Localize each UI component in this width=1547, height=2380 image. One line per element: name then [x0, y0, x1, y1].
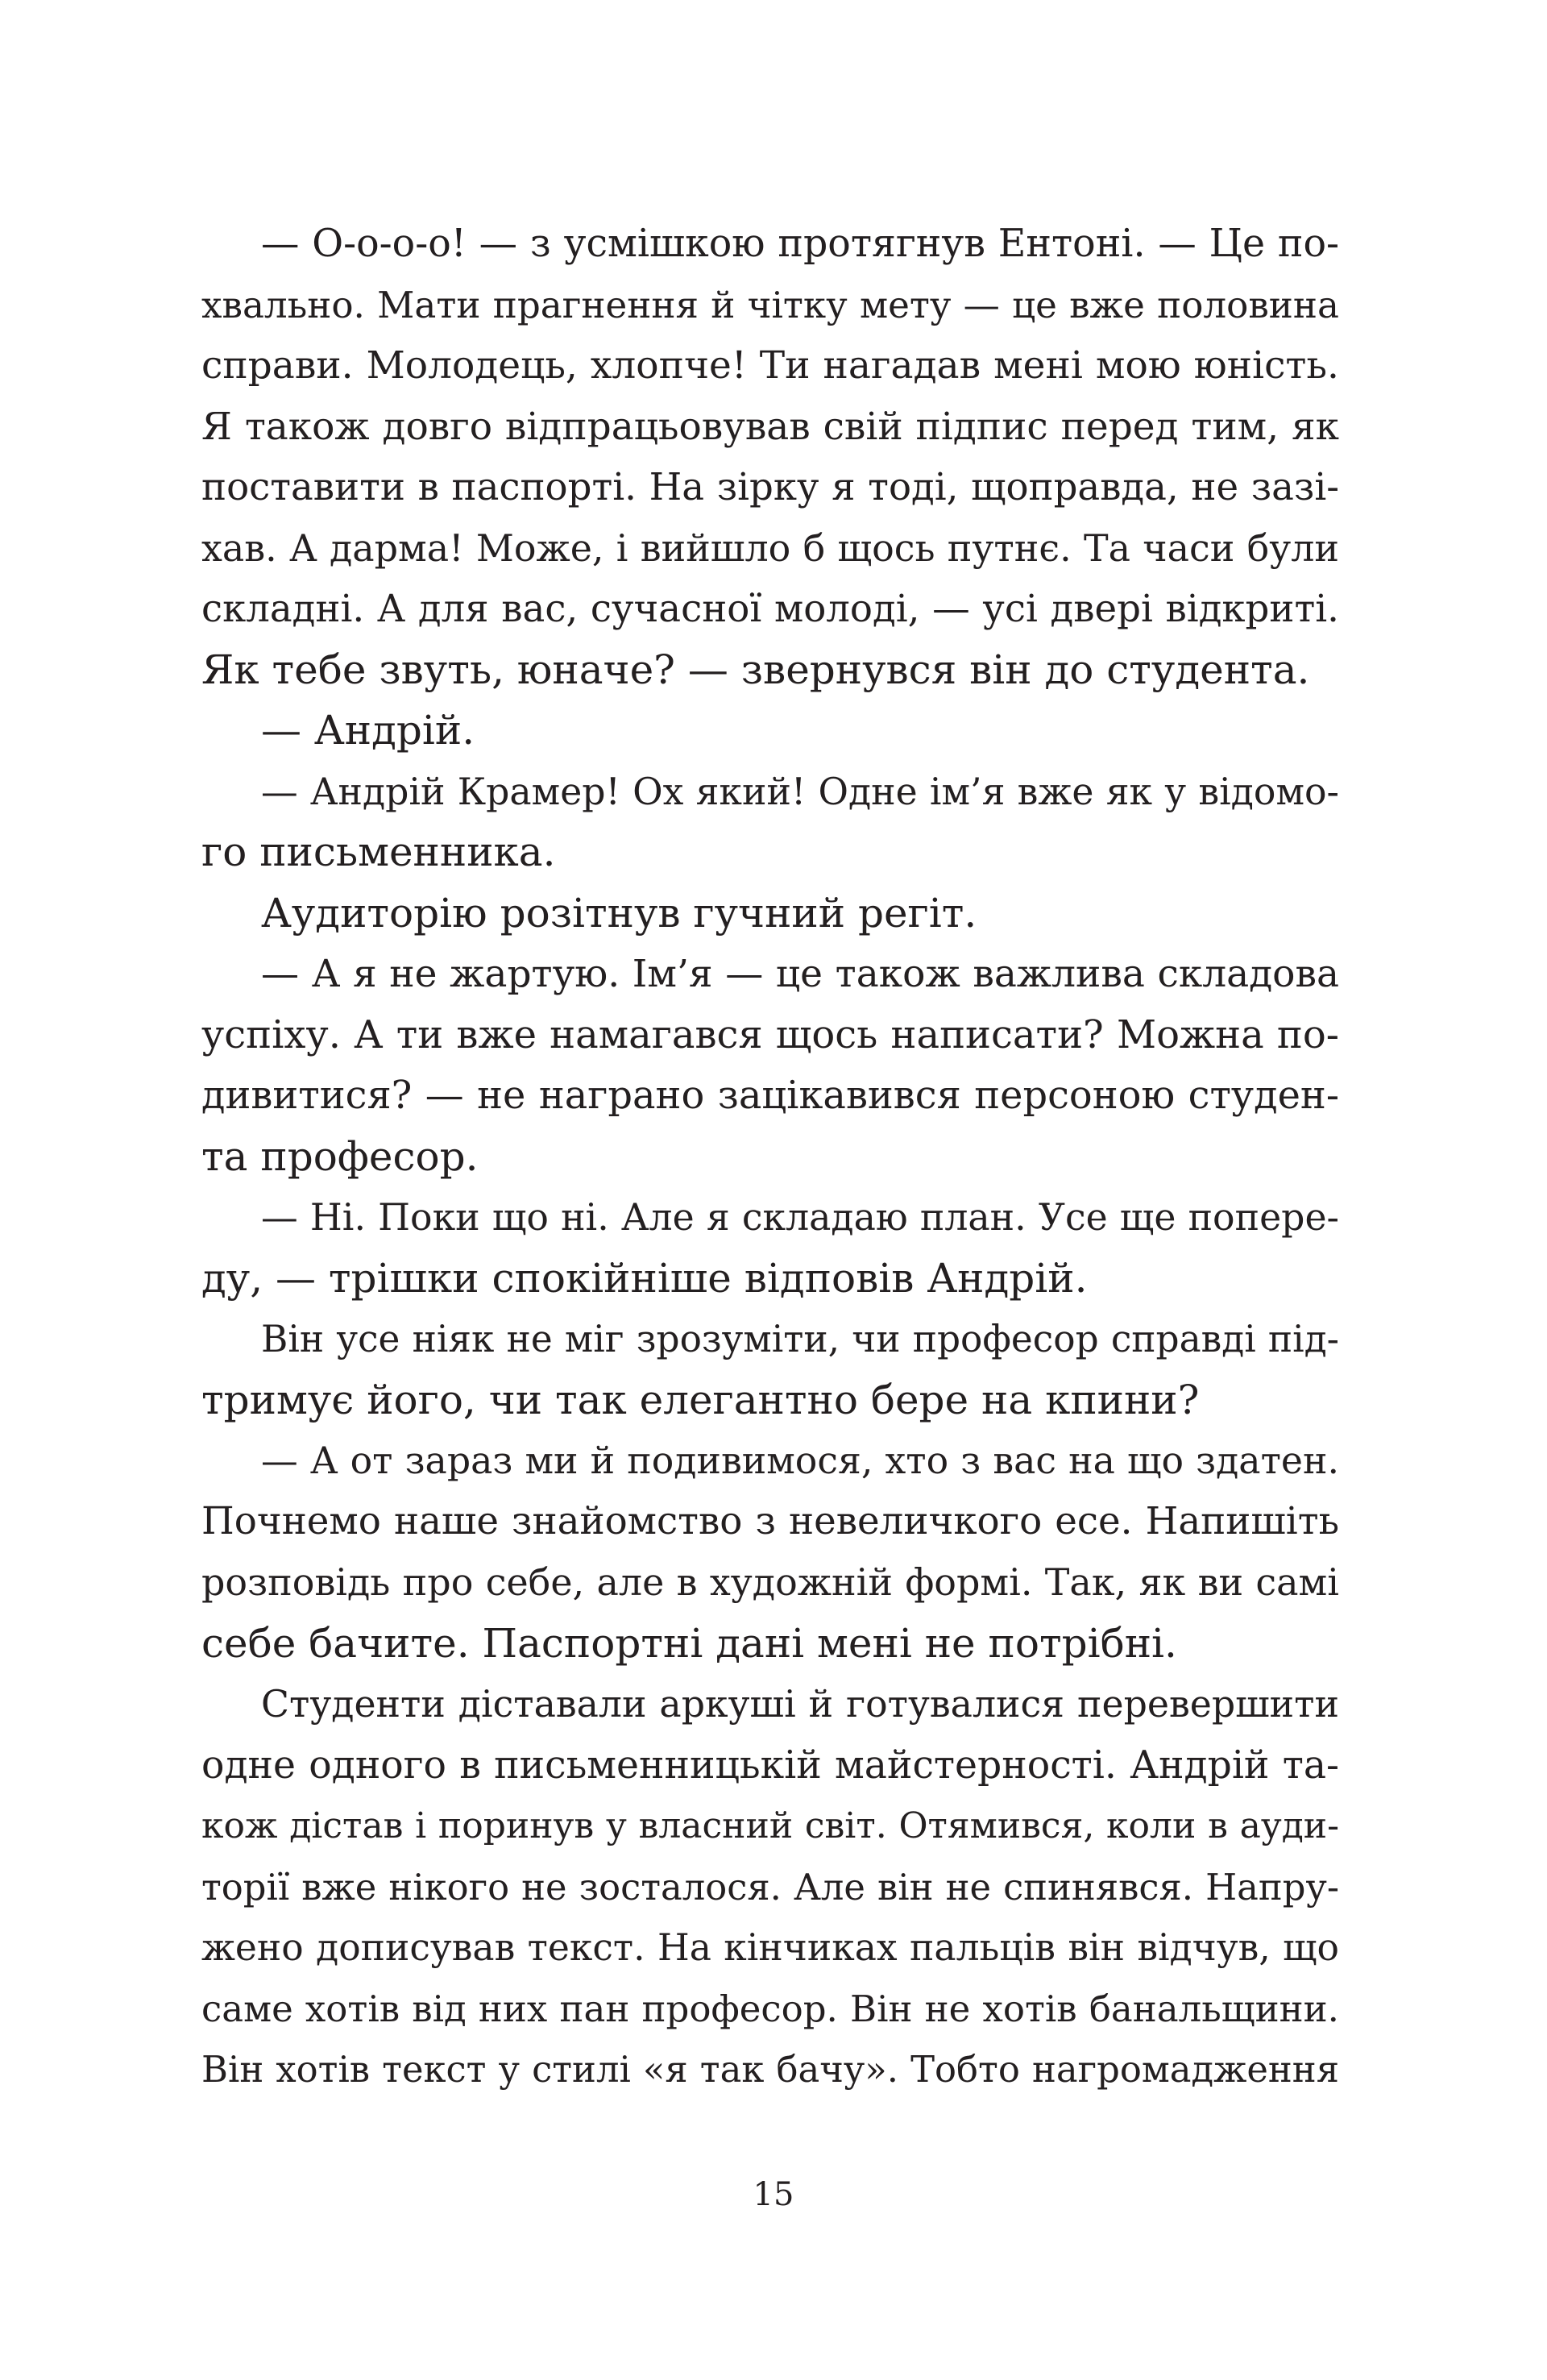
text-line: тримує його, чи так елегантно бере на кпини? [201, 1376, 1200, 1423]
text-line: ду, — трішки спокійніше відповів Андрій. [201, 1254, 1088, 1302]
text-line: саме хотів від них пан професор. Він не хотів банальщини. [201, 1987, 1339, 2030]
text-line: го письменника. [201, 829, 556, 875]
text-line: Він хотів текст у стилі «я так бачу». Тобто нагромадження [201, 2048, 1339, 2091]
text-line: хвально. Мати прагнення й чітку мету — це вже половина [201, 283, 1339, 326]
text-line: успіху. А ти вже намагався щось написати? Можна по- [201, 1011, 1339, 1057]
body-text [201, 214, 1339, 2100]
text-line: кож дістав і поринув у власний світ. Отямився, коли в ауди- [201, 1805, 1339, 1846]
text-line: Як тебе звуть, юначе? — звернувся він до студента. [201, 646, 1310, 693]
page-number: 15 [753, 2176, 794, 2213]
text-line: дивитися? — не награно зацікавився персоною студен- [201, 1074, 1339, 1118]
text-line: Студенти діставали аркуші й готувалися перевершити [261, 1683, 1339, 1726]
text-line: одне одного в письменницькій майстерності. Андрій та- [201, 1742, 1339, 1788]
text-line: себе бачите. Паспортні дані мені не потрібні. [201, 1619, 1177, 1667]
text-line: складні. А для вас, сучасної молоді, — усі двері відкриті. [201, 587, 1339, 630]
text-line: Я також довго відпрацьовував свій підпис перед тим, як [201, 404, 1339, 449]
text-line: Аудиторію розітнув гучний регіт. [261, 889, 977, 937]
text-line: — Ні. Поки що ні. Але я складаю план. Усе ще попере- [261, 1196, 1339, 1239]
text-line: — А я не жартую. Ім’я — це також важлива складова [261, 952, 1339, 996]
text-line: розповідь про себе, але в художній формі. Так, як ви самі [201, 1560, 1339, 1604]
text-line: справи. Молодець, хлопче! Ти нагадав мені мою юність. [201, 343, 1339, 388]
text-line: жено дописував текст. На кінчиках пальців він відчув, що [201, 1926, 1339, 1969]
text-line: — Андрій. [261, 707, 475, 754]
text-line: — О-о-о-о! — з усмішкою протягнув Ентоні. — Це по- [261, 222, 1339, 266]
text-line: — Андрій Крамер! Ох який! Одне ім’я вже як у відомо- [261, 770, 1339, 813]
text-line: — А от зараз ми й подивимося, хто з вас на що здатен. [261, 1439, 1339, 1482]
text-line: Він усе ніяк не міг зрозуміти, чи професор справді під- [261, 1318, 1339, 1360]
text-line: та професор. [201, 1132, 479, 1180]
text-line: хав. А дарма! Може, і вийшло б щось путнє. Та часи були [201, 525, 1339, 570]
text-line: Почнемо наше знайомство з невеличкого есе. Напишіть [201, 1499, 1339, 1543]
text-line: торії вже нікого не зосталося. Але він не спинявся. Напру- [201, 1865, 1339, 1909]
text-line: поставити в паспорті. На зірку я тоді, щоправда, не зазі- [201, 465, 1339, 509]
